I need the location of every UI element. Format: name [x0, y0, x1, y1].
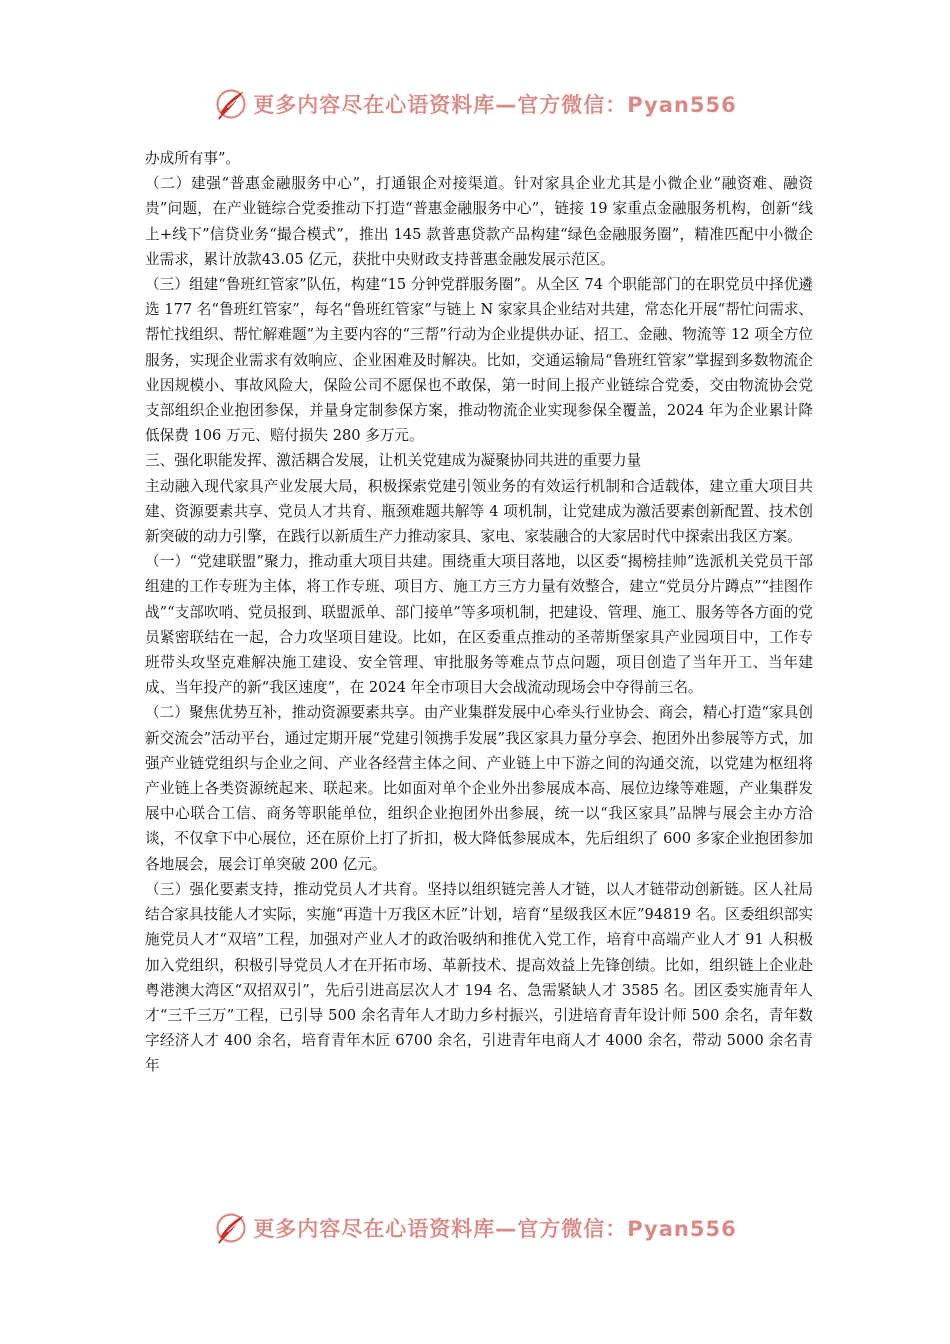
watermark-text: 更多内容尽在心语资料库—官方微信：Pyan556 [253, 1217, 737, 1241]
paragraph: （三）组建“鲁班红管家”队伍，构建“15 分钟党群服务圈”。从全区 74 个职能部门的在职党员中择优遴选 177 名“鲁班红管家”，每名“鲁班红管家”与链上 N 家家具企业结对共建，常态化开展“帮忙问需求、帮忙找组织、帮忙解难题”为主要内容的“三帮”行动为企业提供办证、招工、金融、物流等 12 项全方位服务，实现企业需求有效响应、企业困难及时解决。比如，交通运输局“鲁班红管家”掌握到多数物流企业因规模小、事故风险大，保险公司不愿保也不敢保，第一时间上报产业链综合党委，交由物流协会党支部组织企业抱团参保，并量身定制参保方案，推动物流企业实现参保全覆盖，2024 年为企业累计降低保费 106 万元、赔付损失 280 多万元。 [145, 276, 813, 445]
paragraph: 办成所有事”。 [145, 150, 241, 167]
paragraph: （二）聚焦优势互补，推动资源要素共享。由产业集群发展中心牵头行业协会、商会，精心打造“家具创新交流会”活动平台，通过定期开展“党建引领携手发展”我区家具力量分享会、抱团外出参展等方式，加强产业链党组织与企业之间、产业各经营主体之间、产业链上中下游之间的沟通交流，以党建为枢纽将产业链上各类资源统起来、联起来。比如面对单个企业外出参展成本高、展位边缘等难题，产业集群发展中心联合工信、商务等职能单位，组织企业抱团外出参展，统一以“我区家具”品牌与展会主办方洽谈，不仅拿下中心展位，还在原价上打了折扣，极大降低参展成本，先后组织了 600 多家企业抱团参加各地展会，展会订单突破 200 亿元。 [145, 704, 813, 873]
header-watermark-banner [0, 82, 950, 126]
paragraph: （一）“党建联盟”聚力，推动重大项目共建。围绕重大项目落地，以区委“揭榜挂帅”选派机关党员干部组建的工作专班为主体，将工作专班、项目方、施工方三方力量有效整合，建立“党员分片蹲点”“挂图作战”“支部吹哨、党员报到、联盟派单、部门接单”等多项机制，把建设、管理、施工、服务等各方面的党员紧密联结在一起，合力攻坚项目建设。比如，在区委重点推动的圣蒂斯堡家具产业园项目中，工作专班带头攻坚克难解决施工建设、安全管理、审批服务等难点节点问题，项目创造了当年开工、当年建成、当年投产的新“我区速度”，在 2024 年全市项目大会战流动现场会中夺得前三名。 [145, 553, 813, 697]
footer-watermark-banner [0, 1206, 950, 1250]
flame-pen-logo-icon [213, 86, 249, 122]
section-heading: 三、强化职能发挥、激活耦合发展，让机关党建成为凝聚协同共进的重要力量 [145, 452, 642, 470]
watermark-text: 更多内容尽在心语资料库—官方微信：Pyan556 [253, 93, 737, 117]
document-body [145, 146, 813, 1079]
paragraph: （三）强化要素支持，推动党员人才共育。坚持以组织链完善人才链，以人才链带动创新链。区人社局结合家具技能人才实际，实施“再造十万我区木匠”计划，培育“星级我区木匠”94819 名。区委组织部实施党员人才“双培”工程，加强对产业人才的政治吸纳和推优入党工作，培育中高端产业人才 91 人积极加入党组织，积极引导党员人才在开拓市场、革新技术、提高效益上先锋创绩。比如，组织链上企业赴粤港澳大湾区“双招双引”，先后引进高层次人才 194 名、急需紧缺人才 3585 名。团区委实施青年人才“三千三万”工程，已引导 500 余名青年人才助力乡村振兴，引进培育青年设计师 500 余名，青年数字经济人才 400 余名，培育青年木匠 6700 余名，引进青年电商人才 4000 余名，带动 5000 余名青年 [145, 880, 813, 1075]
paragraph: 主动融入现代家具产业发展大局，积极探索党建引领业务的有效运行机制和合适载体，建立重大项目共建、资源要素共享、党员人才共育、瓶颈难题共解等 4 项机制，让党建成为激活要素创新配置、技术创新突破的动力引擎，在践行以新质生产力推动家具、家电、家装融合的大家居时代中探索出我区方案。 [145, 477, 813, 546]
paragraph: （二）建强“普惠金融服务中心”，打通银企对接渠道。针对家具企业尤其是小微企业“融资难、融资贵”问题，在产业链综合党委推动下打造“普惠金融服务中心”，链接 19 家重点金融服务机构，创新“线上+线下”信贷业务“撮合模式”，推出 145 款普惠贷款产品构建“绿色金融服务圈”，精准匹配中小微企业需求，累计放款43.05 亿元，获批中央财政支持普惠金融发展示范区。 [145, 175, 813, 268]
flame-pen-logo-icon [213, 1210, 249, 1246]
